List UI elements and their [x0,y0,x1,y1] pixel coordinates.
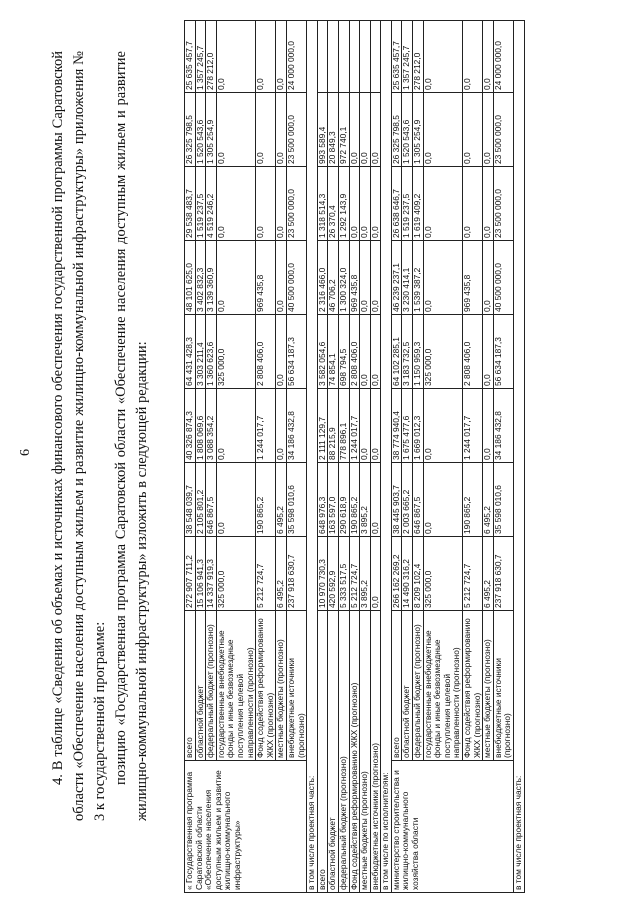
funding-source-label: областной бюджет [195,611,206,761]
funding-source-label: внебюджетные источники (прогнозно) [286,611,306,761]
value-cell: 1 305 254,9 [206,93,217,167]
value-cell: 2 111 129,7 [317,389,328,463]
value-cell: 6 495,2 [276,463,287,537]
value-cell: 0,0 [483,21,494,93]
value-cell: 278 212,0 [206,21,217,93]
value-cell: 1 244 017,7 [256,389,276,463]
section-row [307,21,318,893]
table-row [328,21,339,893]
value-cell: 325 000,0 [216,537,255,611]
value-cell: 0,0 [256,93,276,167]
value-cell: 6 495,2 [483,537,494,611]
value-cell: 1 519 237,5 [402,167,413,241]
value-cell: 3 582 054,6 [317,315,328,389]
value-cell: 3 183 732,5 [402,315,413,389]
value-cell: 1 300 324,0 [338,241,349,315]
value-cell: 1 539 387,2 [413,241,424,315]
funding-source-label: областной бюджет [402,611,413,761]
value-cell: 1 520 543,6 [195,93,206,167]
value-cell: 0,0 [276,167,287,241]
value-cell: 46 239 237,1 [391,241,402,315]
value-cell: 29 538 483,7 [185,167,196,241]
value-cell: 26 370,4 [328,167,339,241]
value-cell: 56 634 187,3 [493,315,513,389]
value-cell [338,21,349,93]
value-cell: 1 520 543,6 [402,93,413,167]
value-cell: 0,0 [483,389,494,463]
value-cell: 0,0 [216,93,255,167]
value-cell: 0,0 [423,167,462,241]
value-cell: 0,0 [463,93,483,167]
value-cell: 778 896,1 [338,389,349,463]
value-cell: 3 139 360,9 [206,241,217,315]
section-heading: в том числе проектная часть: [307,21,318,893]
value-cell: 0,0 [216,241,255,315]
value-cell: 40 500 000,0 [493,241,513,315]
value-cell: 163 597,0 [328,463,339,537]
value-cell: 648 976,3 [317,463,328,537]
value-cell: 0,0 [423,93,462,167]
value-cell: 2 316 466,0 [317,241,328,315]
value-cell: 48 101 625,0 [185,241,196,315]
table-row [349,21,360,893]
value-cell: 3 088 354,2 [206,389,217,463]
value-cell: 6 495,2 [483,463,494,537]
value-cell: 23 500 000,0 [286,167,306,241]
intro-paragraph-1: 4. В таблице «Сведения об объемах и источниках финансового обеспечения государственной программы Саратовской области «Обеспечение населения доступным жильем и развитие жилищно-коммунальной инфраструктуры» приложения № 3 к государственной программе: [50,51,108,821]
value-cell: 0,0 [276,93,287,167]
value-cell: 5 212 724,7 [463,537,483,611]
funding-source-label: местные бюджеты (прогнозно) [360,611,371,893]
value-cell: 0,0 [483,167,494,241]
value-cell: 0,0 [423,389,462,463]
value-cell: 38 774 940,4 [391,389,402,463]
value-cell: 1 619 409,2 [413,167,424,241]
value-cell: 2 105 801,2 [195,463,206,537]
value-cell: 0,0 [216,389,255,463]
table-row [338,21,349,893]
value-cell: 0,0 [360,167,371,241]
value-cell [370,21,381,93]
value-cell: 15 106 941,3 [195,537,206,611]
value-cell: 35 598 010,6 [286,463,306,537]
value-cell: 1 244 017,7 [463,389,483,463]
value-cell: 969 435,8 [349,241,360,315]
value-cell: 25 635 457,7 [391,21,402,93]
value-cell: 2 808 406,0 [349,315,360,389]
value-cell: 38 548 039,7 [185,463,196,537]
value-cell: 0,0 [483,241,494,315]
value-cell: 2 003 665,2 [402,463,413,537]
value-cell: 237 918 630,7 [493,537,513,611]
value-cell: 3 895,2 [360,537,371,611]
value-cell: 190 865,2 [349,463,360,537]
value-cell: 237 918 630,7 [286,537,306,611]
value-cell: 23 500 000,0 [493,167,513,241]
value-cell: 0,0 [463,21,483,93]
value-cell: 26 638 646,7 [391,167,402,241]
value-cell: 969 435,8 [463,241,483,315]
value-cell: 0,0 [276,241,287,315]
value-cell: 1 519 237,5 [195,167,206,241]
section-heading: в том числе проектная часть: [514,21,525,893]
value-cell: 1 292 143,9 [338,167,349,241]
value-cell: 0,0 [423,21,462,93]
table-row [185,21,196,893]
value-cell: 0,0 [463,167,483,241]
value-cell: 0,0 [256,21,276,93]
value-cell [349,21,360,93]
value-cell: 46 706,2 [328,241,339,315]
value-cell: 3 303 211,4 [195,315,206,389]
funding-source-label: Фонд содействия реформированию ЖКХ (прогнозно) [256,611,276,761]
value-cell: 3 230 414,1 [402,241,413,315]
value-cell: 4 519 246,2 [206,167,217,241]
table-row [370,21,381,893]
table-row [391,21,402,893]
value-cell: 993 589,4 [317,93,328,167]
value-cell: 0,0 [360,93,371,167]
executor-name-cell: министерство строительства и жилищно-коммунального хозяйства области [391,761,513,893]
intro-paragraph-2: позицию «Государственная программа Саратовской области «Обеспечение населения доступным жильем и развитие жилищно-коммунальной инфраструктуры» изложить в следующей редакции: [113,51,150,821]
value-cell: 0,0 [483,315,494,389]
value-cell: 0,0 [349,167,360,241]
funding-source-label: федеральный бюджет (прогнозно) [338,611,349,893]
value-cell: 325 000,0 [216,315,255,389]
funding-source-label: местные бюджеты (прогнозно) [276,611,287,761]
value-cell: 6 495,2 [276,537,287,611]
value-cell: 8 209 102,4 [413,537,424,611]
section-row [381,21,392,893]
value-cell: 0,0 [370,241,381,315]
value-cell: 35 598 010,6 [493,463,513,537]
value-cell: 3 402 832,3 [195,241,206,315]
value-cell: 325 000,0 [423,315,462,389]
value-cell: 26 325 798,5 [185,93,196,167]
value-cell: 0,0 [370,315,381,389]
value-cell: 24 000 000,0 [286,21,306,93]
value-cell: 14 337 919,3 [206,537,217,611]
value-cell: 10 970 730,3 [317,537,328,611]
value-cell: 2 808 406,0 [463,315,483,389]
value-cell: 1 150 959,3 [413,315,424,389]
value-cell: 74 854,1 [328,315,339,389]
funding-source-label: внебюджетные источники (прогнозно) [370,611,381,893]
value-cell: 5 212 724,7 [349,537,360,611]
value-cell: 56 634 187,3 [286,315,306,389]
value-cell: 1 675 477,6 [402,389,413,463]
table-row [360,21,371,893]
value-cell: 1 669 012,3 [413,389,424,463]
value-cell: 0,0 [370,167,381,241]
funding-source-label: внебюджетные источники (прогнозно) [493,611,513,761]
value-cell: 420 592,9 [328,537,339,611]
value-cell: 190 865,2 [463,463,483,537]
value-cell: 0,0 [370,463,381,537]
value-cell: 40 326 874,3 [185,389,196,463]
table-body [185,21,525,893]
value-cell: 23 500 000,0 [493,93,513,167]
funding-source-label: всего [391,611,402,761]
value-cell [328,21,339,93]
intro-text [48,51,153,821]
funding-source-label: местные бюджеты (прогнозно) [483,611,494,761]
value-cell: 266 162 269,2 [391,537,402,611]
value-cell: 0,0 [216,463,255,537]
value-cell: 3 895,2 [360,463,371,537]
value-cell: 0,0 [216,167,255,241]
value-cell: 34 186 432,8 [493,389,513,463]
table-row [317,21,328,893]
value-cell: 272 907 711,2 [185,537,196,611]
value-cell: 972 740,1 [338,93,349,167]
value-cell: 1 244 017,7 [349,389,360,463]
value-cell: 0,0 [370,537,381,611]
value-cell: 1 305 254,9 [413,93,424,167]
funding-source-label: Фонд содействия реформированию ЖКХ (прогнозно) [463,611,483,761]
value-cell: 278 212,0 [413,21,424,93]
value-cell: 23 500 000,0 [286,93,306,167]
value-cell: 0,0 [360,389,371,463]
value-cell: 26 325 798,5 [391,93,402,167]
value-cell: 0,0 [216,21,255,93]
value-cell: 64 431 428,3 [185,315,196,389]
value-cell: 24 000 000,0 [493,21,513,93]
value-cell: 0,0 [276,389,287,463]
value-cell: 1 808 069,6 [195,389,206,463]
value-cell: 698 794,5 [338,315,349,389]
value-cell [360,21,371,93]
value-cell: 64 102 285,1 [391,315,402,389]
section-row [514,21,525,893]
value-cell: 290 618,9 [338,463,349,537]
financing-table [184,20,525,893]
program-name-cell: « Государственная программа Саратовской области «Обеспечение населения доступным жильем и развитие жилищно-коммунального инфраструктуры» [185,761,307,893]
funding-source-label: всего [185,611,196,761]
value-cell: 0,0 [483,93,494,167]
funding-source-label: федеральный бюджет (прогнозно) [206,611,217,761]
value-cell: 34 186 432,8 [286,389,306,463]
value-cell: 0,0 [423,463,462,537]
value-cell: 40 500 000,0 [286,241,306,315]
value-cell [317,21,328,93]
value-cell: 0,0 [276,21,287,93]
page-number: 6 [18,449,33,456]
value-cell: 0,0 [370,93,381,167]
funding-source-label: Фонд содействия реформированию ЖКХ (прогнозно) [349,611,360,893]
value-cell: 0,0 [423,241,462,315]
value-cell: 1 360 623,6 [206,315,217,389]
value-cell: 0,0 [276,315,287,389]
value-cell: 969 435,8 [256,241,276,315]
funding-source-label: государственные внебюджетные фонды и иные безвозмездные поступления целевой направленности (прогнозно) [216,611,255,761]
value-cell: 0,0 [360,241,371,315]
value-cell: 14 490 316,2 [402,537,413,611]
value-cell: 0,0 [360,315,371,389]
value-cell: 325 000,0 [423,537,462,611]
value-cell: 20 849,3 [328,93,339,167]
value-cell: 0,0 [370,389,381,463]
value-cell: 25 635 457,7 [185,21,196,93]
value-cell: 2 808 406,0 [256,315,276,389]
financing-table-wrapper [184,21,525,893]
value-cell: 0,0 [349,93,360,167]
value-cell: 88 215,9 [328,389,339,463]
value-cell: 5 333 517,5 [338,537,349,611]
value-cell: 5 212 724,7 [256,537,276,611]
funding-source-label: всего [317,611,328,893]
value-cell: 646 867,5 [413,463,424,537]
value-cell: 646 867,5 [206,463,217,537]
funding-source-label: областной бюджет [328,611,339,893]
value-cell: 1 357 245,7 [195,21,206,93]
funding-source-label: государственные внебюджетные фонды и иные безвозмездные поступления целевой направленности (прогнозно) [423,611,462,761]
section-heading: в том числе по исполнителям: [381,21,392,893]
value-cell: 38 445 903,7 [391,463,402,537]
value-cell: 190 865,2 [256,463,276,537]
funding-source-label: федеральный бюджет (прогнозно) [413,611,424,761]
value-cell: 1 357 245,7 [402,21,413,93]
value-cell: 1 318 514,3 [317,167,328,241]
value-cell: 0,0 [256,167,276,241]
